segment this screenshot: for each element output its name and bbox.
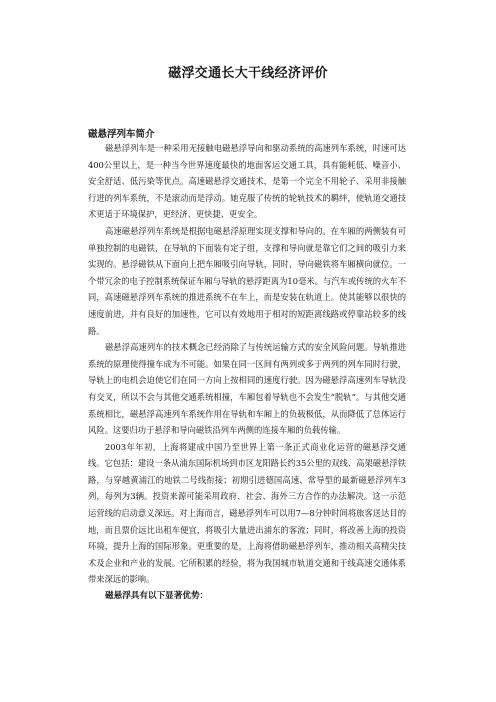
paragraph-intro: 磁悬浮列车是一种采用无接触电磁悬浮导向和驱动系统的高速列车系统，时速可达400公里以上，是一种当今世界速度最快的地面客运交通工具，具有能耗低、噪音小、安全舒适、低污染等优点。高速磁悬浮交通技术，是第一个完全不用轮子、采用非接触行进的列车系统，不是滚动而是浮动。她克服了传统的轮轨技术的羁绊，使轨道交通技术更适于环境保护，更经济、更快捷、更安全。 bbox=[88, 143, 406, 220]
paragraph-principle: 高速磁悬浮列车系统是根据电磁悬浮原理实现支撑和导向的。在车厢的两侧装有可单独控制的电磁铁，在导轨的下面装有定子组，支撑和导向就是靠它们之间的吸引力来实现的。悬浮磁铁从下面向上把车厢吸引向导轨，同时，导向磁铁将车厢横向就位。一个带冗余的电子控制系统保证车厢与导轨的悬浮距离为10毫米。与汽车或传统的火车不同，高速磁悬浮列车系统的推进系统不在车上，而是安装在轨道上。使其能够以很快的速度前进，并有良好的加速性，它可以有效地用于相对的短距离线路或停靠站较多的线路。 bbox=[88, 225, 406, 336]
paragraph-shanghai: 2003年年初，上海将建成中国乃至世界上第一条正式商业化运营的磁悬浮交通线。它包括：建设一条从浦东国际机场到市区龙阳路长约35公里的双线、高架磁悬浮铁路，与穿越黄浦江的地铁二号线衔接；初期引进德国高速、常导型的最新磁悬浮列车3列，每列为3辆。投资来源可能采用政府、社会、海外三方合作的办法解决。这一示范运营线的启动意义深远。对上海而言，磁悬浮列车可以用7—8分钟时间将旅客送达目的地，而且票价远比出租车便宜，将吸引大量进出浦东的客流；同时，将改善上海的投资环境，提升上海的国际形象。更重要的是，上海将借助磁悬浮列车，推动相关高精尖技术及企业和产业的发展。它所积累的经验，将为我国城市轨道交通和干线高速交通体系带来深远的影响。 bbox=[88, 441, 406, 585]
paragraph-safety: 磁悬浮高速列车的技术概念已经消除了与传统运输方式的安全风险问题。导轨推进系统的原理使得撞车成为不可能。如果在同一区间有两列或多于两列的列车同时行驶，导轨上的电机会迫使它们在同一方向上按相同的速度行驶。因为磁悬浮高速列车导轨没有交叉，所以不会与其他交通系统相撞，车厢包着导轨也不会发生“脱轨”。与其他交通系统相比，磁悬浮高速列车系统作用在导轨和车厢上的负载极低，从而降低了总体运行风险。这要归功于悬浮和导向磁铁沿列车两侧的连接车厢的负载传输。 bbox=[88, 342, 406, 436]
section-heading: 磁悬浮列车简介 bbox=[88, 129, 155, 140]
advantages-heading: 磁悬浮具有以下显著优势： bbox=[105, 591, 209, 602]
document-title: 磁浮交通长大干线经济评价 bbox=[168, 66, 328, 81]
body-text bbox=[88, 140, 406, 605]
